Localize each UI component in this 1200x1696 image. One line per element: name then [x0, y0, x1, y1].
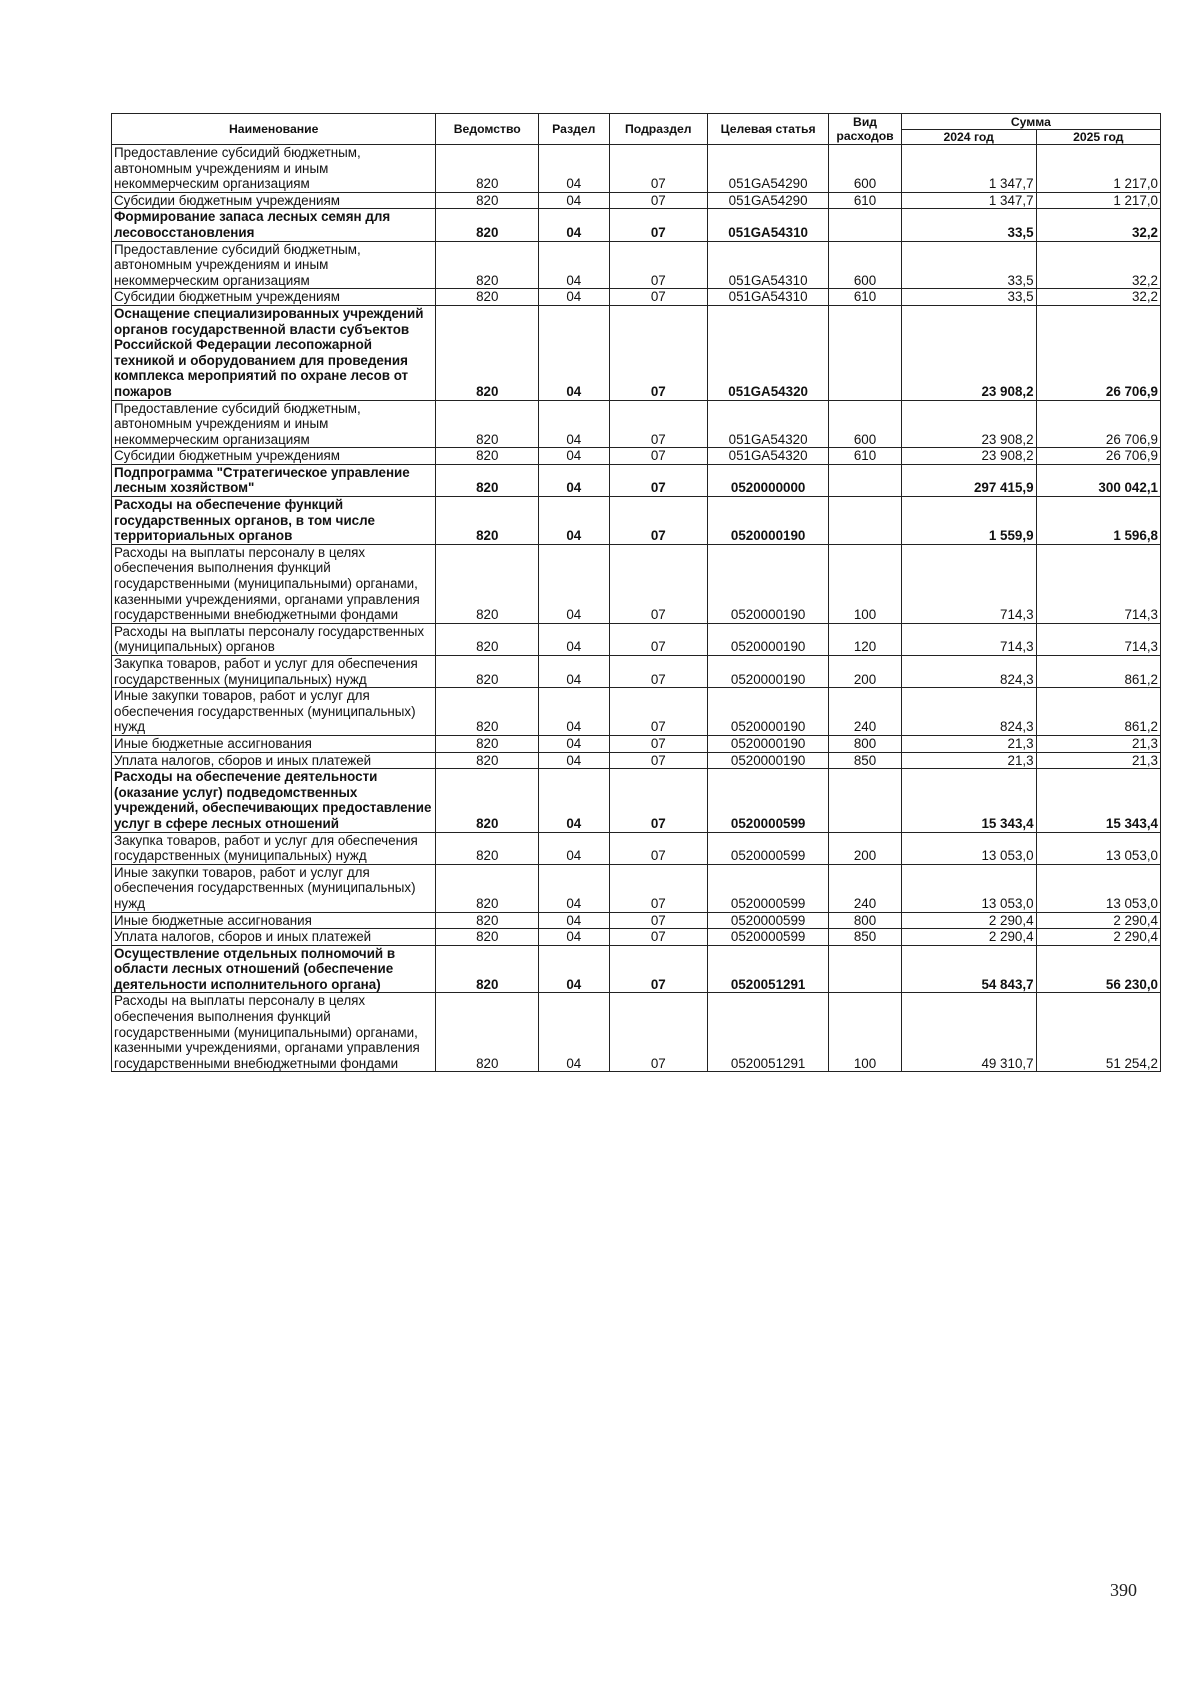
cell-target-article: 0520000190 [708, 623, 829, 655]
cell-subsection: 07 [609, 623, 707, 655]
cell-department: 820 [436, 656, 539, 688]
cell-expense-type: 120 [829, 623, 902, 655]
cell-sum-2025: 51 254,2 [1036, 993, 1160, 1072]
cell-target-article: 0520000599 [708, 832, 829, 864]
cell-department: 820 [436, 623, 539, 655]
cell-target-article: 051GA54290 [708, 192, 829, 209]
cell-target-article: 051GA54310 [708, 241, 829, 289]
table-row [112, 735, 1161, 752]
cell-target-article: 051GA54320 [708, 400, 829, 448]
cell-sum-2024: 33,5 [901, 209, 1036, 241]
cell-target-article: 0520000190 [708, 688, 829, 736]
table-row [112, 912, 1161, 929]
cell-department: 820 [436, 929, 539, 946]
table-row [112, 305, 1161, 400]
table-row [112, 209, 1161, 241]
cell-section: 04 [539, 864, 609, 912]
cell-expense-type: 800 [829, 912, 902, 929]
cell-section: 04 [539, 544, 609, 623]
cell-target-article: 0520000599 [708, 912, 829, 929]
cell-sum-2025: 21,3 [1036, 735, 1160, 752]
cell-subsection: 07 [609, 145, 707, 193]
cell-name: Формирование запаса лесных семян для лесовосстановления [112, 209, 436, 241]
table-row [112, 497, 1161, 545]
cell-sum-2025: 1 596,8 [1036, 497, 1160, 545]
header-name: Наименование [112, 114, 436, 145]
cell-name: Иные закупки товаров, работ и услуг для обеспечения государственных (муниципальных) нужд [112, 688, 436, 736]
cell-department: 820 [436, 912, 539, 929]
cell-target-article: 051GA54310 [708, 209, 829, 241]
table-row [112, 945, 1161, 993]
cell-section: 04 [539, 289, 609, 306]
table-row [112, 832, 1161, 864]
cell-sum-2024: 13 053,0 [901, 864, 1036, 912]
cell-sum-2025: 26 706,9 [1036, 448, 1160, 465]
cell-subsection: 07 [609, 735, 707, 752]
cell-expense-type [829, 464, 902, 496]
cell-sum-2025: 2 290,4 [1036, 912, 1160, 929]
cell-target-article: 051GA54290 [708, 145, 829, 193]
cell-expense-type: 610 [829, 289, 902, 306]
cell-name: Иные бюджетные ассигнования [112, 735, 436, 752]
cell-expense-type [829, 497, 902, 545]
cell-department: 820 [436, 945, 539, 993]
table-row [112, 752, 1161, 769]
header-year-2024: 2024 год [901, 130, 1036, 145]
page-number: 390 [1110, 1580, 1137, 1600]
cell-name: Иные бюджетные ассигнования [112, 912, 436, 929]
cell-name: Расходы на обеспечение деятельности (оказание услуг) подведомственных учреждений, обеспечивающих предоставление услуг в сфере лесных отношений [112, 769, 436, 832]
cell-subsection: 07 [609, 544, 707, 623]
cell-target-article: 0520000190 [708, 735, 829, 752]
cell-name: Закупка товаров, работ и услуг для обеспечения государственных (муниципальных) нужд [112, 832, 436, 864]
cell-sum-2024: 824,3 [901, 656, 1036, 688]
cell-sum-2025: 861,2 [1036, 688, 1160, 736]
cell-section: 04 [539, 688, 609, 736]
cell-target-article: 0520000190 [708, 656, 829, 688]
cell-sum-2024: 13 053,0 [901, 832, 1036, 864]
cell-sum-2024: 1 347,7 [901, 192, 1036, 209]
cell-section: 04 [539, 448, 609, 465]
cell-sum-2025: 26 706,9 [1036, 305, 1160, 400]
cell-target-article: 0520051291 [708, 945, 829, 993]
cell-department: 820 [436, 448, 539, 465]
cell-expense-type: 100 [829, 993, 902, 1072]
table-row [112, 241, 1161, 289]
cell-sum-2025: 300 042,1 [1036, 464, 1160, 496]
cell-expense-type [829, 769, 902, 832]
cell-subsection: 07 [609, 688, 707, 736]
cell-subsection: 07 [609, 192, 707, 209]
cell-department: 820 [436, 993, 539, 1072]
table-body [112, 145, 1161, 1072]
cell-section: 04 [539, 752, 609, 769]
cell-section: 04 [539, 209, 609, 241]
header-section: Раздел [539, 114, 609, 145]
cell-sum-2025: 1 217,0 [1036, 192, 1160, 209]
table-row [112, 623, 1161, 655]
cell-sum-2025: 21,3 [1036, 752, 1160, 769]
table-row [112, 464, 1161, 496]
cell-sum-2024: 2 290,4 [901, 929, 1036, 946]
cell-sum-2025: 15 343,4 [1036, 769, 1160, 832]
cell-expense-type [829, 305, 902, 400]
cell-subsection: 07 [609, 864, 707, 912]
cell-expense-type: 200 [829, 656, 902, 688]
cell-sum-2024: 33,5 [901, 289, 1036, 306]
cell-name: Предоставление субсидий бюджетным, автономным учреждениям и иным некоммерческим организациям [112, 145, 436, 193]
cell-name: Расходы на выплаты персоналу в целях обеспечения выполнения функций государственными (муниципальными) органами, казенными учреждениями, органами управления государственными внебюджетными фондами [112, 993, 436, 1072]
cell-section: 04 [539, 929, 609, 946]
header-target-article: Целевая статья [708, 114, 829, 145]
cell-subsection: 07 [609, 464, 707, 496]
cell-section: 04 [539, 945, 609, 993]
cell-sum-2024: 297 415,9 [901, 464, 1036, 496]
cell-sum-2024: 824,3 [901, 688, 1036, 736]
cell-name: Подпрограмма "Стратегическое управление лесным хозяйством" [112, 464, 436, 496]
header-subsection: Подраздел [609, 114, 707, 145]
cell-target-article: 0520000190 [708, 497, 829, 545]
cell-section: 04 [539, 769, 609, 832]
cell-name: Субсидии бюджетным учреждениям [112, 448, 436, 465]
cell-expense-type [829, 945, 902, 993]
cell-section: 04 [539, 145, 609, 193]
cell-name: Субсидии бюджетным учреждениям [112, 192, 436, 209]
cell-target-article: 0520000000 [708, 464, 829, 496]
cell-expense-type: 850 [829, 752, 902, 769]
cell-subsection: 07 [609, 400, 707, 448]
cell-department: 820 [436, 497, 539, 545]
cell-subsection: 07 [609, 993, 707, 1072]
header-sum: Сумма [901, 114, 1160, 130]
cell-name: Расходы на выплаты персоналу государственных (муниципальных) органов [112, 623, 436, 655]
cell-sum-2025: 714,3 [1036, 544, 1160, 623]
table-row [112, 688, 1161, 736]
cell-department: 820 [436, 688, 539, 736]
header-expense-type: Вид расходов [829, 114, 902, 145]
cell-target-article: 0520000190 [708, 752, 829, 769]
cell-sum-2025: 714,3 [1036, 623, 1160, 655]
cell-sum-2024: 54 843,7 [901, 945, 1036, 993]
cell-department: 820 [436, 400, 539, 448]
table-row [112, 544, 1161, 623]
table-row [112, 289, 1161, 306]
cell-subsection: 07 [609, 769, 707, 832]
cell-sum-2024: 21,3 [901, 752, 1036, 769]
cell-sum-2024: 33,5 [901, 241, 1036, 289]
cell-target-article: 0520000599 [708, 769, 829, 832]
cell-name: Расходы на обеспечение функций государственных органов, в том числе территориальных органов [112, 497, 436, 545]
cell-sum-2025: 13 053,0 [1036, 832, 1160, 864]
cell-name: Уплата налогов, сборов и иных платежей [112, 929, 436, 946]
cell-section: 04 [539, 305, 609, 400]
cell-department: 820 [436, 464, 539, 496]
cell-section: 04 [539, 735, 609, 752]
cell-sum-2025: 2 290,4 [1036, 929, 1160, 946]
header-year-2025: 2025 год [1036, 130, 1160, 145]
table-header [112, 114, 1161, 145]
cell-department: 820 [436, 735, 539, 752]
cell-sum-2024: 1 559,9 [901, 497, 1036, 545]
table-row [112, 769, 1161, 832]
cell-department: 820 [436, 832, 539, 864]
cell-section: 04 [539, 464, 609, 496]
table-row [112, 400, 1161, 448]
cell-department: 820 [436, 241, 539, 289]
cell-section: 04 [539, 912, 609, 929]
cell-name: Субсидии бюджетным учреждениям [112, 289, 436, 306]
cell-sum-2025: 56 230,0 [1036, 945, 1160, 993]
cell-section: 04 [539, 400, 609, 448]
cell-sum-2024: 23 908,2 [901, 448, 1036, 465]
cell-department: 820 [436, 752, 539, 769]
cell-subsection: 07 [609, 832, 707, 864]
cell-expense-type [829, 209, 902, 241]
cell-expense-type: 240 [829, 864, 902, 912]
cell-section: 04 [539, 656, 609, 688]
cell-department: 820 [436, 145, 539, 193]
table-row [112, 145, 1161, 193]
cell-target-article: 0520051291 [708, 993, 829, 1072]
table-row [112, 993, 1161, 1072]
cell-department: 820 [436, 289, 539, 306]
cell-subsection: 07 [609, 656, 707, 688]
cell-subsection: 07 [609, 497, 707, 545]
cell-target-article: 051GA54320 [708, 305, 829, 400]
cell-name: Расходы на выплаты персоналу в целях обеспечения выполнения функций государственными (муниципальными) органами, казенными учреждениями, органами управления государственными внебюджетными фондами [112, 544, 436, 623]
cell-name: Предоставление субсидий бюджетным, автономным учреждениям и иным некоммерческим организациям [112, 241, 436, 289]
cell-sum-2025: 32,2 [1036, 241, 1160, 289]
cell-sum-2024: 1 347,7 [901, 145, 1036, 193]
table-row [112, 864, 1161, 912]
cell-section: 04 [539, 497, 609, 545]
cell-name: Закупка товаров, работ и услуг для обеспечения государственных (муниципальных) нужд [112, 656, 436, 688]
cell-subsection: 07 [609, 929, 707, 946]
header-department: Ведомство [436, 114, 539, 145]
cell-department: 820 [436, 192, 539, 209]
budget-table [111, 113, 1161, 1072]
cell-target-article: 0520000599 [708, 929, 829, 946]
cell-expense-type: 100 [829, 544, 902, 623]
cell-sum-2025: 26 706,9 [1036, 400, 1160, 448]
cell-sum-2024: 714,3 [901, 544, 1036, 623]
cell-section: 04 [539, 993, 609, 1072]
cell-department: 820 [436, 864, 539, 912]
cell-subsection: 07 [609, 945, 707, 993]
cell-department: 820 [436, 769, 539, 832]
table-row [112, 448, 1161, 465]
cell-subsection: 07 [609, 209, 707, 241]
cell-target-article: 0520000599 [708, 864, 829, 912]
cell-subsection: 07 [609, 241, 707, 289]
cell-sum-2025: 32,2 [1036, 209, 1160, 241]
cell-department: 820 [436, 305, 539, 400]
cell-section: 04 [539, 241, 609, 289]
cell-sum-2024: 23 908,2 [901, 400, 1036, 448]
table-row [112, 656, 1161, 688]
cell-section: 04 [539, 832, 609, 864]
cell-name: Иные закупки товаров, работ и услуг для обеспечения государственных (муниципальных) нужд [112, 864, 436, 912]
cell-name: Оснащение специализированных учреждений органов государственной власти субъектов Российской Федерации лесопожарной техникой и оборудованием для проведения комплекса мероприятий по охране лесов от пожаров [112, 305, 436, 400]
cell-sum-2024: 23 908,2 [901, 305, 1036, 400]
cell-name: Осуществление отдельных полномочий в области лесных отношений (обеспечение деятельности исполнительного органа) [112, 945, 436, 993]
cell-expense-type: 610 [829, 192, 902, 209]
cell-subsection: 07 [609, 289, 707, 306]
cell-name: Уплата налогов, сборов и иных платежей [112, 752, 436, 769]
cell-sum-2025: 1 217,0 [1036, 145, 1160, 193]
cell-sum-2024: 2 290,4 [901, 912, 1036, 929]
cell-section: 04 [539, 623, 609, 655]
cell-expense-type: 240 [829, 688, 902, 736]
cell-expense-type: 610 [829, 448, 902, 465]
cell-sum-2025: 13 053,0 [1036, 864, 1160, 912]
cell-sum-2024: 15 343,4 [901, 769, 1036, 832]
cell-expense-type: 600 [829, 241, 902, 289]
cell-department: 820 [436, 544, 539, 623]
table-row [112, 929, 1161, 946]
cell-subsection: 07 [609, 752, 707, 769]
cell-expense-type: 600 [829, 145, 902, 193]
cell-department: 820 [436, 209, 539, 241]
table-row [112, 192, 1161, 209]
cell-target-article: 0520000190 [708, 544, 829, 623]
cell-subsection: 07 [609, 305, 707, 400]
cell-sum-2024: 714,3 [901, 623, 1036, 655]
cell-expense-type: 200 [829, 832, 902, 864]
cell-sum-2024: 21,3 [901, 735, 1036, 752]
cell-subsection: 07 [609, 912, 707, 929]
cell-section: 04 [539, 192, 609, 209]
cell-expense-type: 600 [829, 400, 902, 448]
cell-sum-2025: 32,2 [1036, 289, 1160, 306]
cell-subsection: 07 [609, 448, 707, 465]
cell-target-article: 051GA54320 [708, 448, 829, 465]
cell-sum-2025: 861,2 [1036, 656, 1160, 688]
cell-expense-type: 800 [829, 735, 902, 752]
cell-expense-type: 850 [829, 929, 902, 946]
cell-name: Предоставление субсидий бюджетным, автономным учреждениям и иным некоммерческим организациям [112, 400, 436, 448]
cell-target-article: 051GA54310 [708, 289, 829, 306]
cell-sum-2024: 49 310,7 [901, 993, 1036, 1072]
